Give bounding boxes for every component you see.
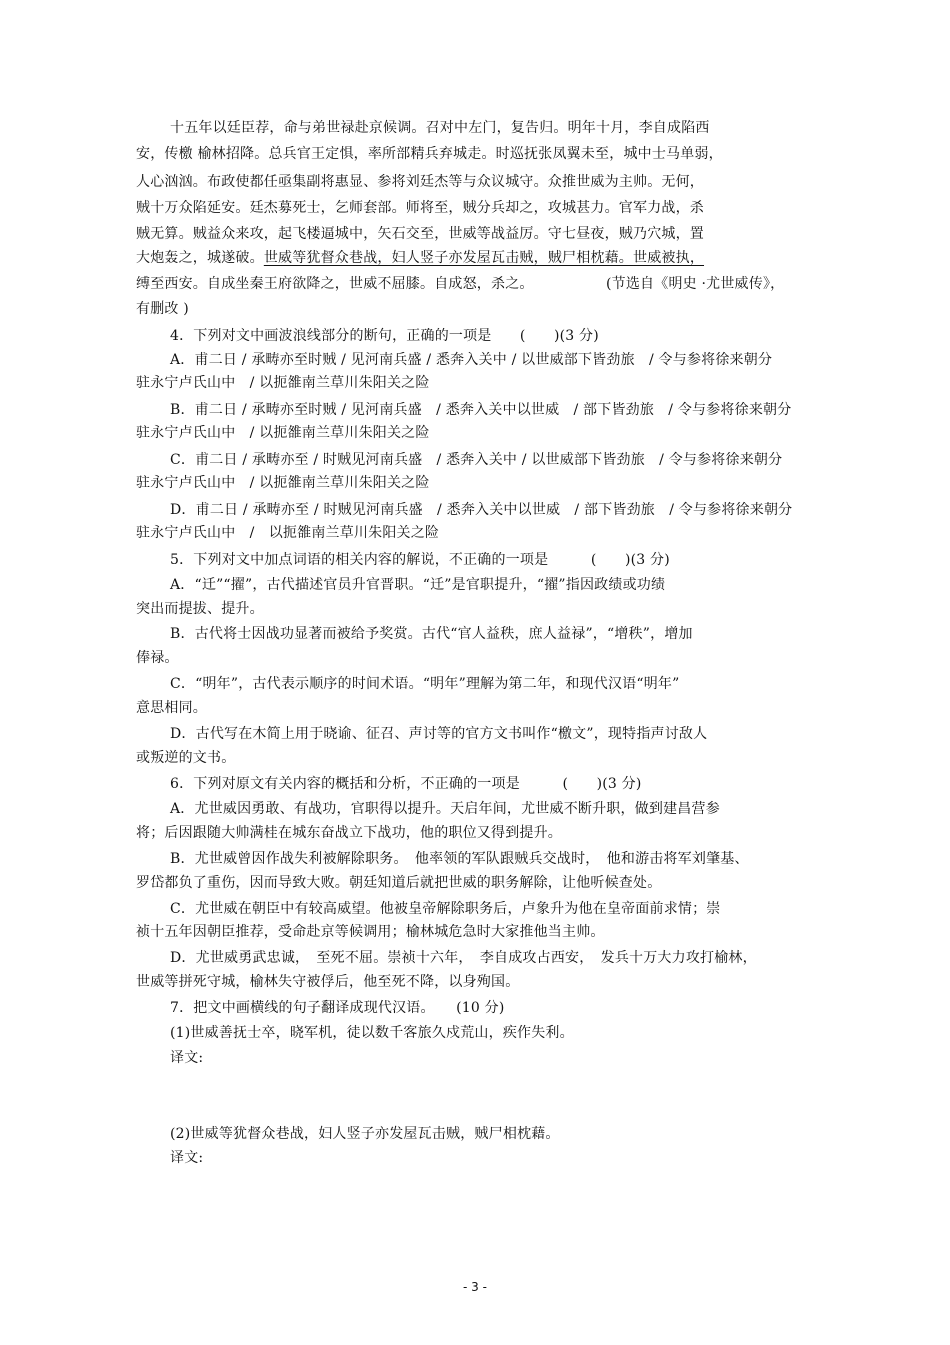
passage-text: 世威被执， — [633, 250, 705, 266]
q4-option-a: 驻永宁卢氏山中 / 以扼雒南兰草川朱阳关之险 — [136, 375, 430, 391]
q5-option-d: 或叛逆的文书。 — [136, 750, 236, 766]
q6-option-d: D．尤世威勇武忠诚， 至死不屈。崇祯十六年， 李自成攻占西安， 发兵十万大力攻打榆林， — [170, 950, 757, 966]
passage-line: 贼无算。贼益众来攻，起飞楼逼城中，矢石交至，世威等战益厉。守七昼夜，贼乃穴城，置 — [136, 226, 704, 242]
source-citation: (节选自《明史 ·尤世威传》， — [606, 276, 785, 292]
passage-line — [136, 248, 704, 268]
q4-option-b: 驻永宁卢氏山中 / 以扼雒南兰草川朱阳关之险 — [136, 425, 430, 441]
q6-option-c: 祯十五年因朝臣推荐，受命赴京等候调用；榆林城危急时大家推他当主帅。 — [136, 924, 605, 940]
underlined-sentence: 世威等犹督众巷战，妇人竖子亦发屋瓦击贼，贼尸相枕藉。 — [263, 250, 634, 266]
q4-option-d: D．甫二日 / 承畴亦至 / 时贼见河南兵盛 / 悉奔入关中以世威 / 部下皆劲旅 / 令与参将徐来朝分 — [170, 502, 793, 518]
q6-option-a: A．尤世威因勇敢、有战功，官职得以提升。天启年间，尤世威不断升职，做到建昌营参 — [170, 801, 720, 817]
question-6-stem: 6．下列对原文有关内容的概括和分析，不正确的一项是 ( )(3 分) — [170, 776, 642, 792]
passage-line: 人心汹汹。布政使都任亟集副将惠显、参将刘廷杰等与众议城守。众推世威为主帅。无何， — [136, 174, 704, 190]
q4-option-a: A．甫二日 / 承畴亦至时贼 / 见河南兵盛 / 悉奔入关中 / 以世威部下皆劲旅 / 令与参将徐来朝分 — [170, 352, 773, 368]
page-number: - 3 - — [463, 1280, 487, 1294]
q6-option-a: 将；后因跟随大帅满桂在城东奋战立下战功，他的职位又得到提升。 — [136, 825, 562, 841]
q6-option-b: B．尤世威曾因作战失利被解除职务。 他率领的军队跟贼兵交战时， 他和游击将军刘肇基、 — [170, 851, 749, 867]
passage-text: 大炮轰之，城遂破。 — [136, 250, 264, 266]
translation-label: 译文: — [170, 1150, 204, 1166]
q6-option-b: 罗岱都负了重伤，因而导致大败。朝廷知道后就把世威的职务解除，让他听候查处。 — [136, 875, 662, 891]
source-citation: 有删改 ) — [136, 301, 189, 317]
q4-option-c: 驻永宁卢氏山中 / 以扼雒南兰草川朱阳关之险 — [136, 475, 430, 491]
q4-option-d: 驻永宁卢氏山中 / 以扼雒南兰草川朱阳关之险 — [136, 525, 440, 541]
q5-option-b: 俸禄。 — [136, 650, 179, 666]
q5-option-c: C．“明年”，古代表示顺序的时间术语。“明年”理解为第二年，和现代汉语“明年” — [170, 676, 680, 692]
q5-option-d: D．古代写在木简上用于晓谕、征召、声讨等的官方文书叫作“檄文”，现特指声讨敌人 — [170, 726, 708, 742]
q5-option-a: A．“迁”“擢”，古代描述官员升官晋职。“迁”是官职提升，“擢”指因政绩或功绩 — [170, 577, 666, 593]
question-7-stem: 7．把文中画横线的句子翻译成现代汉语。 (10 分) — [170, 1000, 505, 1016]
q5-option-a: 突出而提拔、提升。 — [136, 601, 264, 617]
translation-label: 译文: — [170, 1050, 204, 1066]
q7-sentence-2: (2)世威等犹督众巷战，妇人竖子亦发屋瓦击贼，贼尸相枕藉。 — [170, 1126, 560, 1142]
passage-line: 十五年以廷臣荐，命与弟世禄赴京候调。召对中左门，复告归。明年十月，李自成陷西 — [170, 120, 710, 136]
passage-text: 缚至西安。自成坐秦王府欲降之，世威不屈膝。自成怒，杀之。 — [136, 276, 534, 292]
q4-option-b: B．甫二日 / 承畴亦至时贼 / 见河南兵盛 / 悉奔入关中以世威 / 部下皆劲旅 / 令与参将徐来朝分 — [170, 402, 792, 418]
q4-option-c: C．甫二日 / 承畴亦至 / 时贼见河南兵盛 / 悉奔入关中 / 以世威部下皆劲旅 / 令与参将徐来朝分 — [170, 452, 783, 468]
passage-line: 安，传檄 榆林招降。总兵官王定惧，率所部精兵弃城走。时巡抚张凤翼未至，城中士马单弱， — [136, 146, 723, 162]
question-4-stem: 4．下列对文中画波浪线部分的断句，正确的一项是 ( )(3 分) — [170, 328, 599, 344]
question-5-stem: 5．下列对文中加点词语的相关内容的解说，不正确的一项是 ( )(3 分) — [170, 552, 670, 568]
q5-option-c: 意思相同。 — [136, 700, 207, 716]
q6-option-c: C．尤世威在朝臣中有较高威望。他被皇帝解除职务后，卢象升为他在皇帝面前求情；崇 — [170, 901, 721, 917]
q6-option-d: 世威等拼死守城，榆林失守被俘后，他至死不降，以身殉国。 — [136, 974, 520, 990]
passage-line — [136, 274, 534, 294]
q7-sentence-1: (1)世威善抚士卒，晓军机，徒以数千客旅久戍荒山，疾作失利。 — [170, 1025, 574, 1041]
q5-option-b: B．古代将士因战功显著而被给予奖赏。古代“官人益秩，庶人益禄”，“增秩”，增加 — [170, 626, 693, 642]
passage-line: 贼十万众陷延安。廷杰募死士，乞师套部。师将至，贼分兵却之，攻城甚力。官军力战，杀 — [136, 200, 704, 216]
